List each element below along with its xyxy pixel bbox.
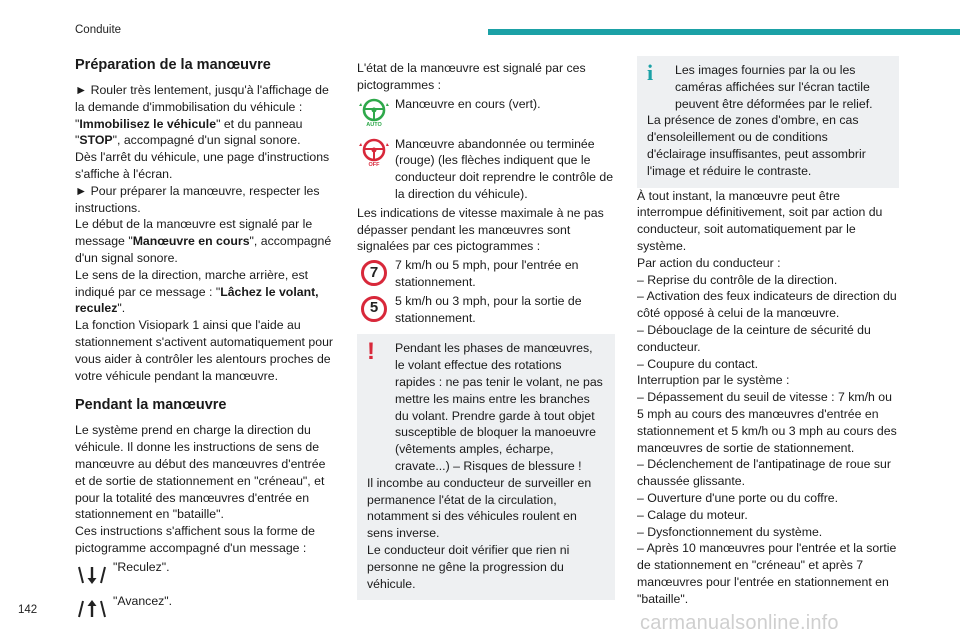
list-item: – Déclenchement de l'antipatinage de roue sur chaussée glissante. (637, 457, 891, 489)
info-text: Les images fournies par la ou les caméras affichées sur l'écran tactile peuvent être déformées par le relief. (675, 63, 873, 111)
list-item: – Dysfonctionnement du système. (637, 524, 823, 539)
paragraph: Le sens de la direction, marche arrière, est indiqué par ce message : "Lâchez le volant, reculez". (75, 267, 319, 316)
list-item: – Calage du moteur. (637, 507, 748, 522)
speed-limit-icon: 7 (361, 260, 387, 286)
warning-exclamation-icon: ! (367, 338, 375, 366)
speed-limit-icon: 5 (361, 296, 387, 322)
warning-text: Le conducteur doit vérifier que rien ni personne ne gêne la progression du véhicule. (367, 542, 570, 591)
info-text: La présence de zones d'ombre, en cas d'ensoleillement ou de conditions d'éclairage insuffisantes, peut assombrir l'image et réduire le contraste. (647, 113, 866, 178)
list-item: – Ouverture d'une porte ou du coffre. (637, 490, 839, 505)
paragraph: Les indications de vitesse maximale à ne pas dépasser pendant les manœuvres sont signalées par ces pictogrammes : (357, 205, 604, 254)
warning-text: Il incombe au conducteur de surveiller en permanence l'état de la circulation, notamment si des véhicules roulent en sens inverse. (367, 475, 592, 541)
paragraph: Le début de la manœuvre est signalé par le message "Manœuvre en cours", accompagné d'un signal sonore. (75, 217, 332, 265)
steering-wheel-green-icon (357, 96, 391, 128)
list-item: – Coupure du contact. (637, 356, 758, 371)
paragraph: Dès l'arrêt du véhicule, une page d'instructions s'affiche à l'écran. (75, 150, 330, 181)
watermark: carmanualsonline.info (640, 612, 839, 634)
paragraph: À tout instant, la manœuvre peut être interrompue définitivement, soit par action du conducteur, soit automatiquement par le système. (637, 188, 883, 253)
info-icon: i (647, 60, 654, 85)
pictogram-speed-5: 5 5 km/h ou 3 mph, pour la sortie de stationnement. (357, 293, 615, 327)
pictogram-speed-7: 7 7 km/h ou 5 mph, pour l'entrée en stationnement. (357, 257, 615, 291)
list-item: – Reprise du contrôle de la direction. (637, 272, 838, 287)
list-item: – Débouclage de la ceinture de sécurité du conducteur. (637, 322, 871, 354)
pictogram-auto: AUTO Manœuvre en cours (vert). (357, 96, 615, 128)
svg-text:OFF: OFF (368, 161, 380, 167)
warning-box (357, 334, 615, 600)
paragraph: La fonction Visiopark 1 ainsi que l'aide au stationnement s'activent automatiquement pour vous aider à contrôler les alentours proches de votre véhicule pendant la manœuvre. (75, 318, 334, 383)
pictogram-forward: "Avancez". (75, 593, 335, 625)
info-box (637, 56, 899, 188)
paragraph: Ces instructions s'affichent sous la forme de pictogramme accompagné d'un message : (75, 524, 315, 555)
section-title-preparation: Préparation de la manœuvre (75, 57, 271, 73)
paragraph: Le système prend en charge la direction du véhicule. Il donne les instructions de sens de manœuvre au début des manœuvres d'entrée et de sortie de stationnement en "créneau", et pour la totalité des manœuvres d'entrée en stationnement en "bataille". (75, 423, 326, 522)
running-header: Conduite (75, 24, 122, 36)
pictogram-off: OFF Manœuvre abandonnée ou terminée (rouge) (les flèches indiquent que le conducteur doit reprendre le contrôle de la direction du véhicule). (357, 136, 615, 203)
warning-text: Pendant les phases de manœuvres, le volant effectue des rotations rapides : ne pas tenir le volant, ne pas mettre les mains entre les branches du volant. Prendre garde à tout objet susceptible de bloquer la manoeuvre (vêtements amples, écharpe, cravate...) – Risques de blessure ! (395, 341, 603, 473)
column-left (75, 56, 335, 627)
paragraph: Par action du conducteur : (637, 255, 781, 270)
page-number: 142 (18, 604, 38, 616)
column-right (637, 56, 899, 608)
paragraph: ► Pour préparer la manœuvre, respecter les instructions. (75, 183, 320, 215)
paragraph: Interruption par le système : (637, 373, 790, 388)
svg-text:AUTO: AUTO (366, 121, 382, 127)
forward-arrow-icon (75, 593, 109, 625)
paragraph: L'état de la manœuvre est signalé par ces pictogrammes : (357, 61, 586, 92)
pictogram-reverse: "Reculez". (75, 559, 335, 591)
steering-wheel-red-icon (357, 136, 391, 168)
section-title-during: Pendant la manœuvre (75, 397, 227, 414)
list-item: – Dépassement du seuil de vitesse : 7 km/h ou 5 mph au cours des manœuvres d'entrée en stationnement et 5 km/h ou 3 mph au cours des manœuvres de sortie de stationnement. (637, 390, 897, 455)
column-middle (357, 60, 615, 600)
paragraph: ► Rouler très lentement, jusqu'à l'affichage de la demande d'immobilisation du véhicule : "Immobilisez le véhicule" et du panneau "STOP", accompagné d'un signal sonore. (75, 83, 329, 148)
list-item: – Après 10 manœuvres pour l'entrée et la sortie de stationnement en "créneau" et après 7 manœuvres pour l'entrée en stationnement en "bataille". (637, 541, 897, 606)
header-accent-bar (488, 29, 960, 35)
list-item: – Activation des feux indicateurs de direction du côté opposé à celui de la manœuvre. (637, 289, 897, 321)
reverse-arrow-icon (75, 559, 109, 591)
